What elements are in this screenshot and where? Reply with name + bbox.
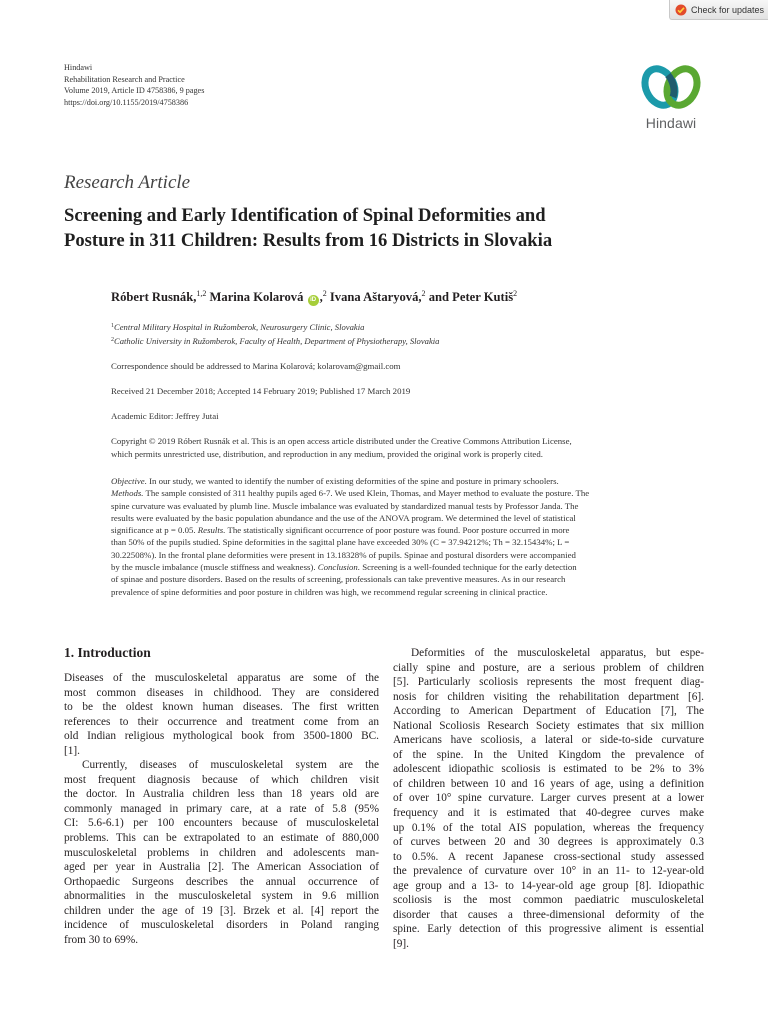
orcid-icon[interactable]: iD <box>308 295 319 306</box>
author-affiliation-sup: 2 <box>513 289 518 298</box>
hindawi-logo-text: Hindawi <box>645 115 697 131</box>
abstract-label: Objective. <box>111 476 147 486</box>
section-heading-introduction: 1. Introduction <box>64 645 151 660</box>
author-name: Marina Kolarová <box>209 290 304 304</box>
abstract-line: than 50% of the pupils studied. Spine deformities in the sagittal plane have exceeded 30% (C = 37.94212%; Th = 32.15434%; L = <box>111 537 570 548</box>
abstract-line <box>111 561 705 573</box>
body-line: to be the oldest known human diseases. The first written <box>64 701 379 714</box>
body-line: children under the age of 19 [3]. Brzek et al. [4] report the <box>64 904 379 917</box>
abstract-label: Results. <box>197 525 226 536</box>
body-line: of children between 10 and 16 years of age, using a definition <box>393 777 704 790</box>
body-line: frequency and it is estimated that 40-degree curves make <box>393 807 704 820</box>
abstract-text: by the muscle imbalance (muscle stiffness and weakness). <box>111 562 318 573</box>
body-line: of over 10° spine curvature. Larger curves present at a lower <box>393 792 704 805</box>
body-line: abnormalities in the musculoskeletal system in 9.6 million <box>64 890 379 903</box>
publisher-name: Hindawi <box>64 63 93 72</box>
body-line: most common diseases in childhood. They are considered <box>64 686 379 699</box>
hindawi-logo-icon <box>633 61 709 115</box>
abstract-text: The statistically significant occurrence of poor posture was found. Poor posture occurred in more <box>225 525 570 536</box>
title-line: Screening and Early Identification of Spinal Deformities and <box>64 205 546 226</box>
body-line: Americans have scoliosis, a lateral or side-to-side curvature <box>393 734 704 747</box>
abstract-line <box>111 487 705 499</box>
body-line: [5]. Particularly scoliosis represents the most frequent diag- <box>393 676 704 689</box>
body-line: from 30 to 69%. <box>64 933 139 946</box>
body-line: to 0.5%. A recent Japanese cross-sectional study assessed <box>393 850 704 863</box>
body-line: incidence of musculoskeletal disorders in Poland ranging <box>64 919 379 932</box>
abstract-text: In our study, we wanted to identify the number of existing deformities of the spine and posture in primary schoolers. <box>146 476 559 486</box>
abstract-text: Screening is a well-founded technique for the early detection <box>360 562 577 573</box>
affiliation-sup: 1 <box>111 323 114 329</box>
abstract <box>111 475 705 598</box>
body-line: scoliosis is the most common paediatric musculoskeletal <box>393 894 704 907</box>
check-for-updates-button[interactable] <box>669 0 768 20</box>
title-line: Posture in 311 Children: Results from 16 Districts in Slovakia <box>64 230 553 251</box>
body-line: According to American Department of Education [7], The <box>393 705 704 718</box>
body-line: problems. This can be extrapolated to an estimate of 880,000 <box>64 832 379 845</box>
affiliation <box>111 334 439 348</box>
abstract-line: prevalence of spine deformities and poor posture in children was high, we recommend regular screening in clinical practice. <box>111 586 548 597</box>
abstract-text: The sample consisted of 311 healthy pupils aged 6-7. We used Klein, Thomas, and Mayer method to evaluate the posture. The <box>143 488 590 499</box>
volume-info: Volume 2019, Article ID 4758386, 9 pages <box>64 86 205 95</box>
journal-name: Rehabilitation Research and Practice <box>64 74 185 84</box>
author-affiliation-sup: 1,2 <box>196 289 207 298</box>
body-line: cially spine and posture, are a serious problem of children <box>393 661 704 674</box>
body-line: National Scoliosis Research Society estimates that six million <box>393 719 704 732</box>
crossmark-icon <box>675 4 687 16</box>
publication-dates: Received 21 December 2018; Accepted 14 February 2019; Published 17 March 2019 <box>111 386 411 396</box>
article-type: Research Article <box>64 172 191 193</box>
affiliations <box>111 320 439 348</box>
affiliation <box>111 320 439 334</box>
journal-header <box>64 62 204 108</box>
body-line: spine. Early detection of this progressive aliment is essential <box>393 923 704 936</box>
body-line: CI: 5.6-6.1) per 100 encounters because of musculoskeletal <box>64 817 379 830</box>
body-line: the prevalence of curvature over 10° in an 11- to 12-year-old <box>393 865 704 878</box>
abstract-line: of spinae and posture disorders. Based on the results of screening, professionals can take preventive measures. As in our research <box>111 574 566 585</box>
body-line: adolescent idiopathic scoliosis is estimated to be 2% to 3% <box>393 763 704 776</box>
body-line: of the spine. In the United Kingdom the prevalence of <box>393 748 704 761</box>
body-line: up 0.1% of the total AIS population, whereas the frequency <box>393 821 704 834</box>
author-name: Ivana Aštaryová, <box>329 290 422 304</box>
author-list: Róbert Rusnák,$^{1,2}$ Marina Kolarová iD ,$^2$ Ivana Aštaryová,$^2$ and Peter Kutiš$^2$ <box>111 289 518 304</box>
copyright-notice <box>111 435 703 460</box>
author-affiliation-sup: 2 <box>421 289 426 298</box>
affiliation-sup: 2 <box>111 337 114 343</box>
hindawi-logo <box>633 61 709 137</box>
doi-link[interactable]: https://doi.org/10.1155/2019/4758386 <box>64 97 189 107</box>
abstract-line <box>111 524 705 536</box>
abstract-label: Methods. <box>111 488 144 499</box>
body-line: the doctor. In Australia children less than 18 years old are <box>64 788 379 801</box>
abstract-line: results were evaluated by the basic population abundance and the use of the ANOVA program. We determined the level of statistical <box>111 512 576 523</box>
body-line: Deformities of the musculoskeletal apparatus, but espe- <box>411 647 704 659</box>
body-line: Currently, diseases of musculoskeletal system are the <box>82 759 379 772</box>
copyright-line: which permits unrestricted use, distribution, and reproduction in any medium, provided the original work is properly cited. <box>111 448 543 459</box>
abstract-text: significance at p = 0.05. <box>111 525 198 536</box>
body-line: musculoskeletal problems in children and adolescents man- <box>64 846 379 859</box>
author-name: and Peter Kutiš <box>428 290 514 304</box>
affiliation-text: Catholic University in Ružomberok, Faculty of Health, Department of Physiotherapy, Slovakia <box>114 336 440 346</box>
body-line: commonly managed in primary care, at a rate of 5.8 (95% <box>64 802 379 815</box>
body-line: [1]. <box>64 744 80 757</box>
abstract-line <box>111 475 705 487</box>
affiliation-text: Central Military Hospital in Ružomberok, Neurosurgery Clinic, Slovakia <box>114 322 365 332</box>
body-column-right <box>393 646 704 951</box>
body-line: of curves between 20 and 30 degrees is approximately 0.3 <box>393 836 704 849</box>
body-column-left <box>64 671 379 947</box>
academic-editor: Academic Editor: Jeffrey Jutai <box>111 411 219 421</box>
body-line: Orthopaedic Surgeons describes the annual occurrence of <box>64 875 379 888</box>
author-name: Róbert Rusnák, <box>111 290 197 304</box>
body-line: age group and a 13- to 14-year-old age group [8]. Idiopathic <box>393 879 704 892</box>
body-line: Diseases of the musculoskeletal apparatus are some of the <box>64 672 379 684</box>
body-line: nosis for children visiting the rehabilitation department [6]. <box>393 690 704 703</box>
copyright-line: Copyright © 2019 Róbert Rusnák et al. This is an open access article distributed under the Creative Commons Attribution License, <box>111 436 572 446</box>
body-line: aged per year in Australia [2]. The American Association of <box>64 861 379 874</box>
abstract-label: Conclusion. <box>317 562 361 573</box>
check-for-updates-label: Check for updates <box>691 4 765 15</box>
body-line: old Indian religious mythological book from 3500-1800 BC. <box>64 730 379 743</box>
article-title <box>64 203 704 253</box>
correspondence: Correspondence should be addressed to Marina Kolarová; kolarovam@gmail.com <box>111 361 401 371</box>
abstract-line: 30.22508%). In the frontal plane deformities were present in 13.18328% of pupils. Spinae and postural disorders were accompanied <box>111 549 576 560</box>
body-line: most frequent diagnosis because of which children visit <box>64 773 379 786</box>
author-affiliation-sup: 2 <box>322 289 327 298</box>
body-line: references to their occurrence and treatment come from an <box>64 715 379 728</box>
body-line: [9]. <box>393 937 409 950</box>
abstract-line: spine curvature was evaluated by plumb line. Muscle imbalance was evaluated by standardized manual tests by Professor Janda. The <box>111 500 579 511</box>
body-line: disorder that causes a three-dimensional deformity of the <box>393 908 704 921</box>
